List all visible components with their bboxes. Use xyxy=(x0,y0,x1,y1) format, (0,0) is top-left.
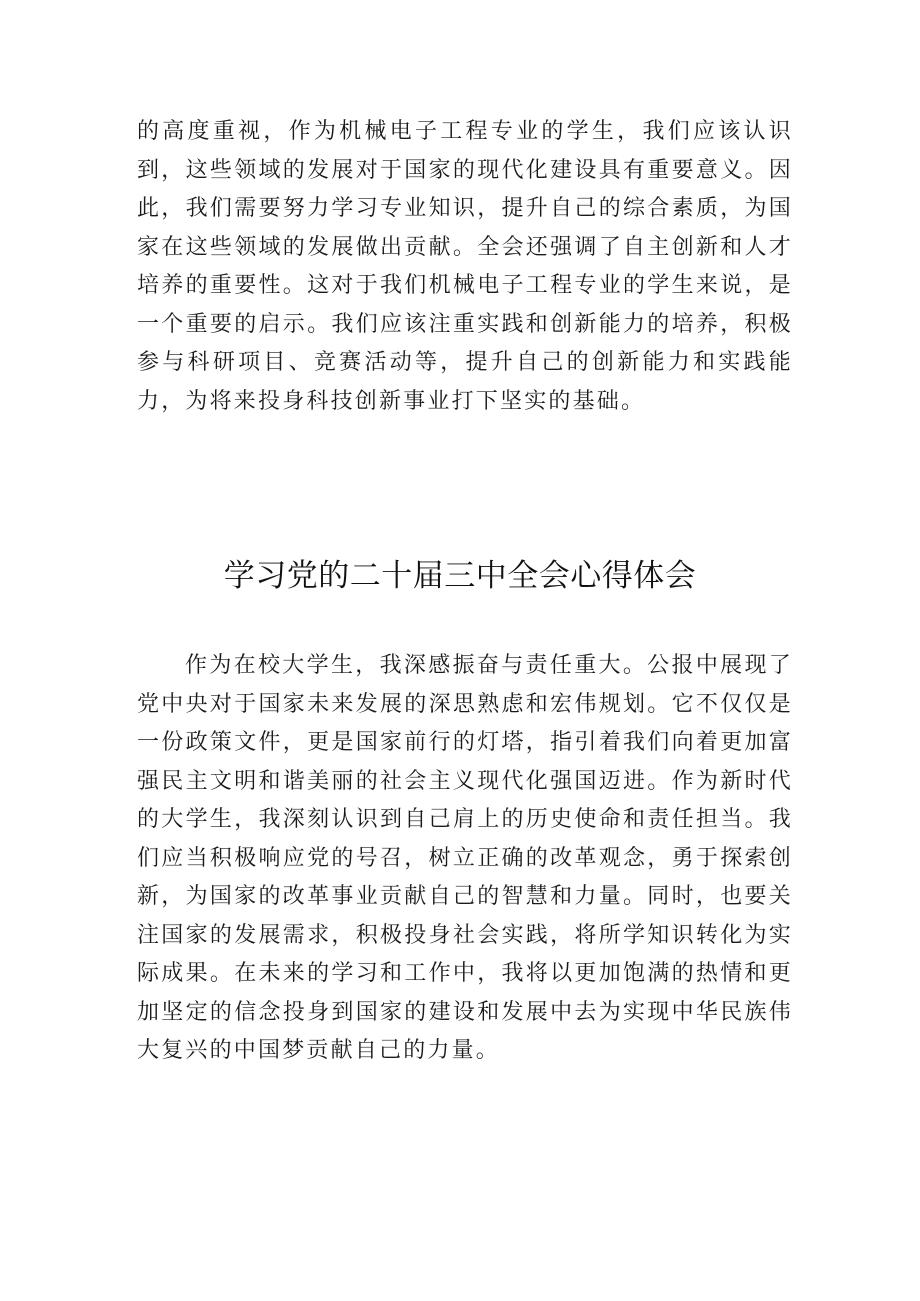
continuation-paragraph: 的高度重视，作为机械电子工程专业的学生，我们应该认识到，这些领域的发展对于国家的现代化建设具有重要意义。因此，我们需要努力学习专业知识，提升自己的综合素质，为国家在这些领域的发展做出贡献。全会还强调了自主创新和人才培养的重要性。这对于我们机械电子工程专业的学生来说，是一个重要的启示。我们应该注重实践和创新能力的培养，积极参与科研项目、竞赛活动等，提升自己的创新能力和实践能力，为将来投身科技创新事业打下坚实的基础。 xyxy=(137,119,793,414)
section-title: 学习党的二十届三中全会心得体会 xyxy=(223,558,697,594)
body-paragraph: 作为在校大学生，我深感振奋与责任重大。公报中展现了党中央对于国家未来发展的深思熟虑和宏伟规划。它不仅仅是一份政策文件，更是国家前行的灯塔，指引着我们向着更加富强民主文明和谐美丽的社会主义现代化强国迈进。作为新时代的大学生，我深刻认识到自己肩上的历史使命和责任担当。我们应当积极响应党的号召，树立正确的改革观念，勇于探索创新，为国家的改革事业贡献自己的智慧和力量。同时，也要关注国家的发展需求，积极投身社会实践，将所学知识转化为实际成果。在未来的学习和工作中，我将以更加饱满的热情和更加坚定的信念投身到国家的建设和发展中去为实现中华民族伟大复兴的中国梦贡献自己的力量。 xyxy=(137,653,793,1063)
